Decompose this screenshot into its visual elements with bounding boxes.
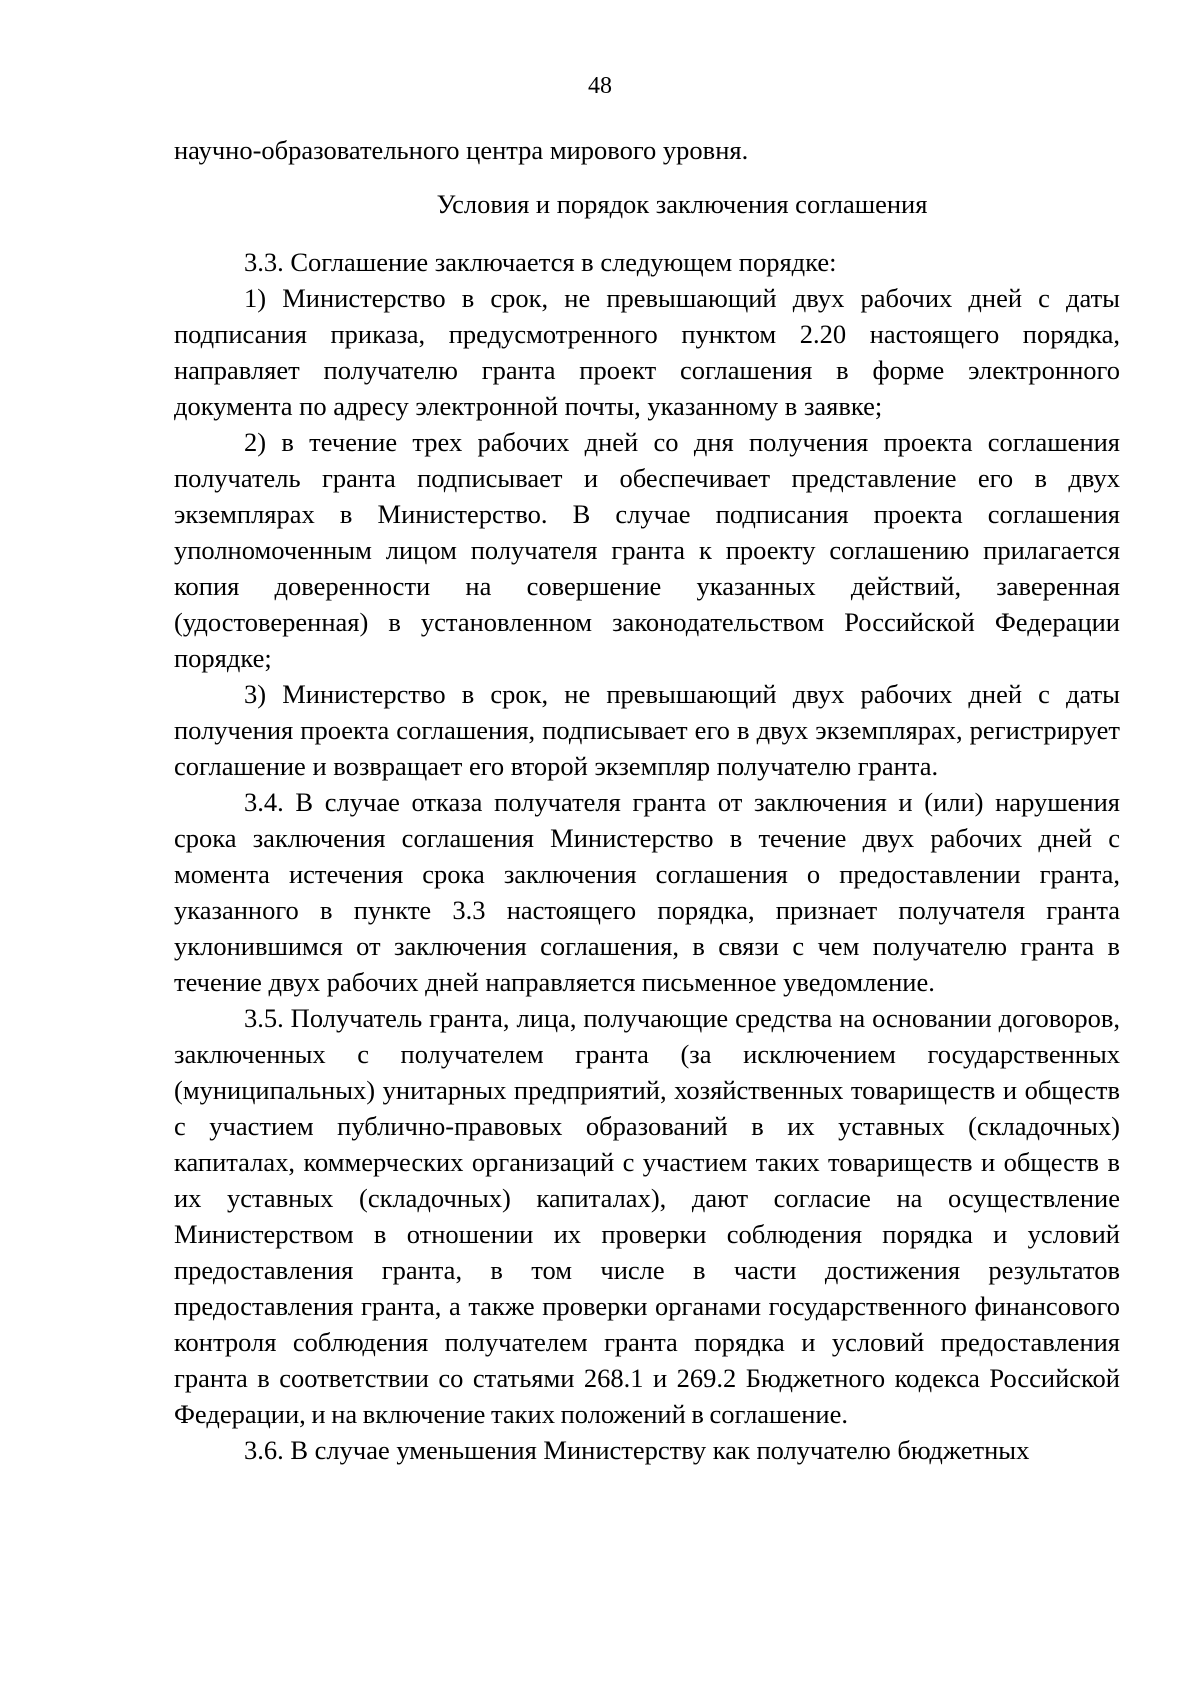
paragraph-3-5: 3.5. Получатель гранта, лица, получающие средства на основании договоров, заключенных с получателем гранта (за исключением государственных (муниципальных) унитарных предприятий, хозяйственных товариществ и обществ с участием публично-правовых образований в их уставных (складочных) капиталах, коммерческих организаций с участием таких товариществ и обществ в их уставных (складочных) капиталах), дают согласие на осуществление Министерством в отношении их проверки соблюдения порядка и условий предоставления гранта, в том числе в части достижения результатов предоставления гранта, а также проверки органами государственного финансового контроля соблюдения получателем гранта порядка и условий предоставления гранта в соответствии со статьями 268.1 и 269.2 Бюджетного кодекса Российской Федерации, и на включение таких положений в соглашение. [174, 1003, 1120, 1429]
paragraph-3-3-item-3: 3) Министерство в срок, не превышающий двух рабочих дней с даты получения проекта соглашения, подписывает его в двух экземплярах, регистрирует соглашение и возвращает его второй экземпляр получателю гранта. [174, 679, 1120, 781]
paragraph-3-3-item-2: 2) в течение трех рабочих дней со дня получения проекта соглашения получатель гранта подписывает и обеспечивает представление его в двух экземплярах в Министерство. В случае подписания проекта соглашения уполномоченным лицом получателя гранта к проекту соглашению прилагается копия доверенности на совершение указанных действий, заверенная (удостоверенная) в установленном законодательством Российской Федерации порядке; [174, 427, 1120, 673]
paragraph-3-4: 3.4. В случае отказа получателя гранта от заключения и (или) нарушения срока заключения соглашения Министерство в течение двух рабочих дней с момента истечения срока заключения соглашения о предоставлении гранта, указанного в пункте 3.3 настоящего порядка, признает получателя гранта уклонившимся от заключения соглашения, в связи с чем получателю гранта в течение двух рабочих дней направляется письменное уведомление. [174, 787, 1120, 997]
page-number: 48 [588, 73, 612, 99]
document-body [174, 132, 1120, 1468]
paragraph-3-6: 3.6. В случае уменьшения Министерству как получателю бюджетных [244, 1435, 1030, 1465]
section-heading: Условия и порядок заключения соглашения [436, 189, 928, 219]
paragraph-continuation: научно-образовательного центра мирового уровня. [174, 135, 749, 165]
paragraph-3-3-item-1: 1) Министерство в срок, не превышающий двух рабочих дней с даты подписания приказа, предусмотренного пунктом 2.20 настоящего порядка, направляет получателю гранта проект соглашения в форме электронного документа по адресу электронной почты, указанному в заявке; [174, 283, 1120, 421]
paragraph-3-3: 3.3. Соглашение заключается в следующем порядке: [244, 247, 837, 277]
